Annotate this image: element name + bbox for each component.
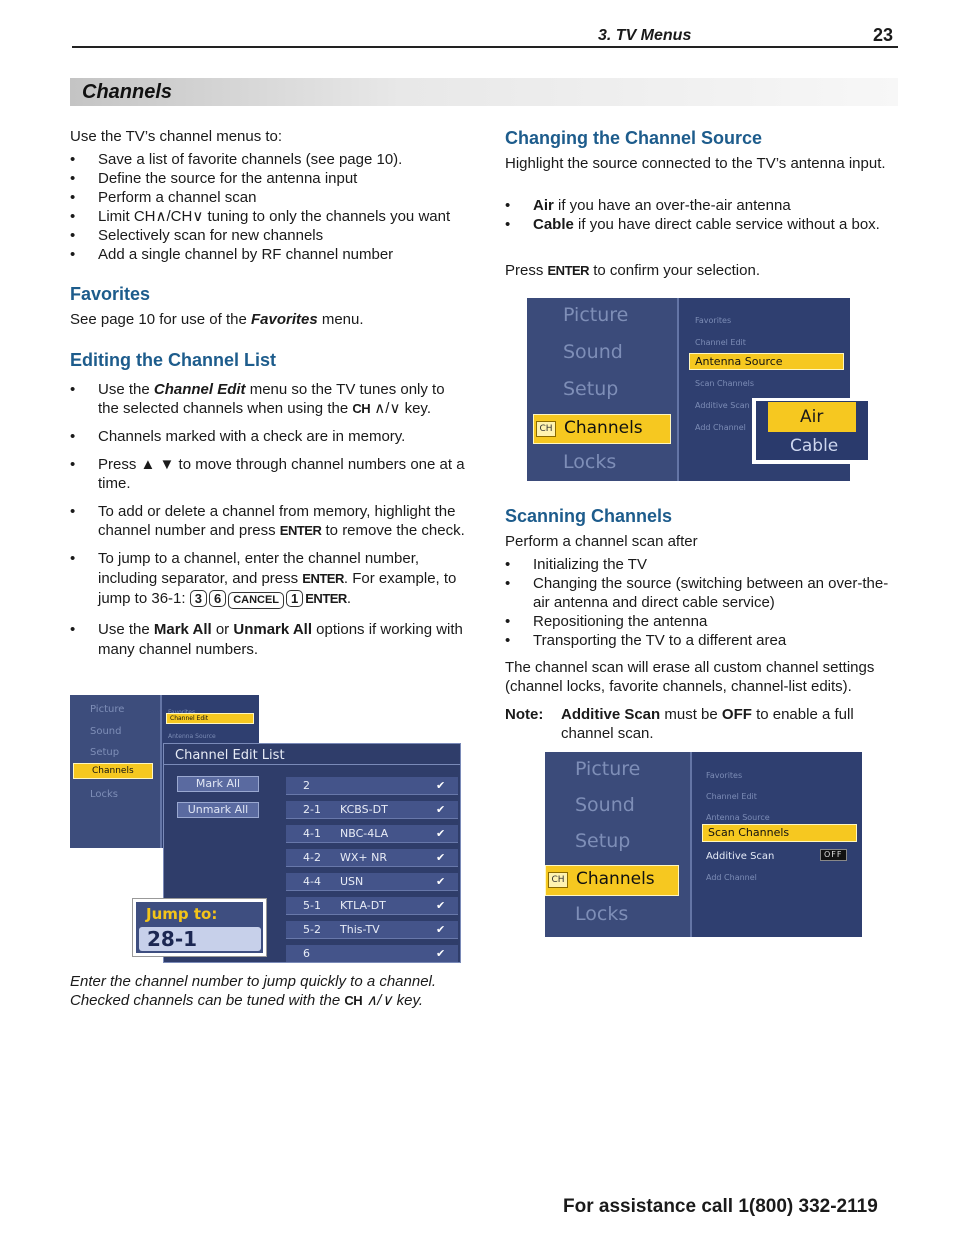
menu-item-picture: Picture [575,758,641,780]
scanning-list [505,555,890,650]
menu-item-channels-selected: Channels [533,414,671,444]
list-item: • Repositioning the antenna [505,612,890,631]
submenu-item-scan-channels: Scan Channels [695,379,755,388]
section-banner [70,78,898,106]
check-icon: ✔ [436,827,446,840]
favorites-heading: Favorites [70,284,151,304]
section-title: Channels [82,81,173,103]
running-header-section: 3. TV Menus [598,27,692,44]
source-option-air-selected[interactable]: Air [768,402,856,432]
list-item: • Save a list of favorite channels (see page 10). [70,150,470,169]
intro-lead: Use the TV’s channel menus to: [70,128,283,145]
channel-row[interactable] [286,825,458,843]
list-item: • Air if you have an over-the-air antenna [505,196,895,215]
scanning-note: Note: Additive Scan must be OFF to enable a full channel scan. [505,706,854,742]
unmark-all-button[interactable]: Unmark All [177,802,259,818]
editing-heading: Editing the Channel List [70,350,276,370]
list-item: • Channels marked with a check are in memory. [70,427,465,446]
channel-row[interactable] [286,897,458,915]
source-press-text: Press ENTER to confirm your selection. [505,262,760,279]
channel-number: 4-4 [303,875,321,888]
source-option-cable[interactable]: Cable [790,436,839,456]
channel-name: KTLA-DT [340,899,386,912]
channel-name: NBC-4LA [340,827,389,840]
channel-name: USN [340,875,364,888]
source-list [505,196,895,234]
check-icon: ✔ [436,899,446,912]
menu-item-locks: Locks [575,903,629,925]
submenu-item-scan-channels-selected: Scan Channels [702,824,857,842]
mark-all-button[interactable]: Mark All [177,776,259,792]
list-item: • Use the Mark All or Unmark All options if working with many channel numbers. [70,620,465,660]
jump-to-label: Jump to: [146,905,218,923]
page-number: 23 [873,25,894,45]
menu-item-channels-selected: Channels [73,763,153,779]
menu-item-locks: Locks [563,451,617,473]
check-icon: ✔ [436,947,446,960]
list-item: • Use the Channel Edit menu so the TV tunes only to the selected channels when using the CH ∧/∨ key. [70,380,465,418]
tv-menu-screenshot-3 [545,752,862,937]
menu-item-setup: Setup [563,378,619,400]
list-item: • To jump to a channel, enter the channel number, including separator, and press ENTER. For example, to jump to 36-1: 3 6 CANCEL 1 ENTER. [70,549,465,609]
list-item: • Initializing the TV [505,555,890,574]
submenu-item-antenna-source-selected: Antenna Source [689,353,844,370]
channel-name: This-TV [340,923,380,936]
submenu-item-additive-scan: Additive Scan [695,401,750,410]
source-heading: Changing the Channel Source [505,128,763,148]
channel-number: 2-1 [303,803,321,816]
channel-number: 4-1 [303,827,321,840]
channel-number: 5-1 [303,899,321,912]
list-item: • Selectively scan for new channels [70,226,470,245]
submenu-item-favorites: Favorites [706,771,743,780]
channels-icon: CH [548,872,568,888]
source-options-popup [752,398,872,464]
channel-row[interactable] [286,849,458,867]
jump-to-input[interactable]: 28-1 [139,927,261,951]
submenu-item-antenna-source: Antenna Source [706,813,770,822]
screenshot-caption: Enter the channel number to jump quickly to a channel. Checked channels can be tuned with the CH ∧/∨ key. [70,973,437,1009]
channel-number: 4-2 [303,851,321,864]
menu-item-sound: Sound [563,341,623,363]
menu-item-sound: Sound [575,794,635,816]
additive-scan-value: OFF [820,849,847,861]
key-3: 3 [190,590,207,607]
submenu-item-channel-edit-selected: Channel Edit [166,713,254,724]
key-cancel: CANCEL [228,592,284,609]
channel-name: KCBS-DT [340,803,388,816]
source-lead: Highlight the source connected to the TV’s antenna input. [505,155,886,172]
check-icon: ✔ [436,851,446,864]
favorites-text: See page 10 for use of the Favorites menu. [70,311,364,328]
check-icon: ✔ [436,875,446,888]
menu-item-picture: Picture [563,304,629,326]
menu-item-channels-selected: Channels [545,865,679,896]
channel-row[interactable] [286,777,458,795]
list-item: • Define the source for the antenna input [70,169,470,188]
list-item: • Perform a channel scan [70,188,470,207]
channel-row[interactable] [286,945,458,963]
menu-item-picture: Picture [90,704,125,715]
scanning-paragraph: The channel scan will erase all custom channel settings (channel locks, favorite channels, channel-list edits). [505,659,875,695]
key-1: 1 [286,590,303,607]
header-rule [72,46,898,48]
jump-to-box [133,899,266,956]
intro-list [70,150,470,264]
check-icon: ✔ [436,779,446,792]
channel-row[interactable] [286,801,458,819]
submenu-item-add-channel: Add Channel [695,423,746,432]
list-item: • Add a single channel by RF channel number [70,245,470,264]
channel-number: 5-2 [303,923,321,936]
list-item: • Changing the source (switching between an over-the-air antenna and direct cable service) [505,574,890,612]
channel-number: 6 [303,947,310,960]
editing-list [70,380,465,660]
check-icon: ✔ [436,803,446,816]
scanning-heading: Scanning Channels [505,506,673,526]
submenu-item-add-channel: Add Channel [706,873,757,882]
channel-name: WX+ NR [340,851,387,864]
menu-item-setup: Setup [90,747,120,758]
menu-item-sound: Sound [90,726,122,737]
list-item: • To add or delete a channel from memory, highlight the channel number and press ENTER to remove the check. [70,502,465,540]
channel-row[interactable] [286,873,458,891]
channel-row[interactable] [286,921,458,939]
submenu-item-channel-edit: Channel Edit [695,338,746,347]
check-icon: ✔ [436,923,446,936]
footer-assistance: For assistance call 1(800) 332-2119 [563,1196,878,1217]
key-6: 6 [209,590,226,607]
menu-item-setup: Setup [575,830,631,852]
list-item: • Transporting the TV to a different area [505,631,890,650]
submenu-item-antenna-source: Antenna Source [168,733,216,740]
channel-number: 2 [303,779,310,792]
scanning-lead: Perform a channel scan after [505,533,698,550]
menu-item-locks: Locks [90,789,119,800]
submenu-item-additive-scan: Additive Scan [706,851,775,862]
submenu-item-favorites: Favorites [695,316,732,325]
channels-icon: CH [536,421,556,437]
submenu-item-channel-edit: Channel Edit [706,792,757,801]
list-item: • Cable if you have direct cable service without a box. [505,215,895,234]
channel-edit-list-title: Channel Edit List [175,748,285,763]
list-item: • Press ▲ ▼ to move through channel numbers one at a time. [70,455,465,493]
list-item: • Limit CH∧/CH∨ tuning to only the channels you want [70,207,470,226]
